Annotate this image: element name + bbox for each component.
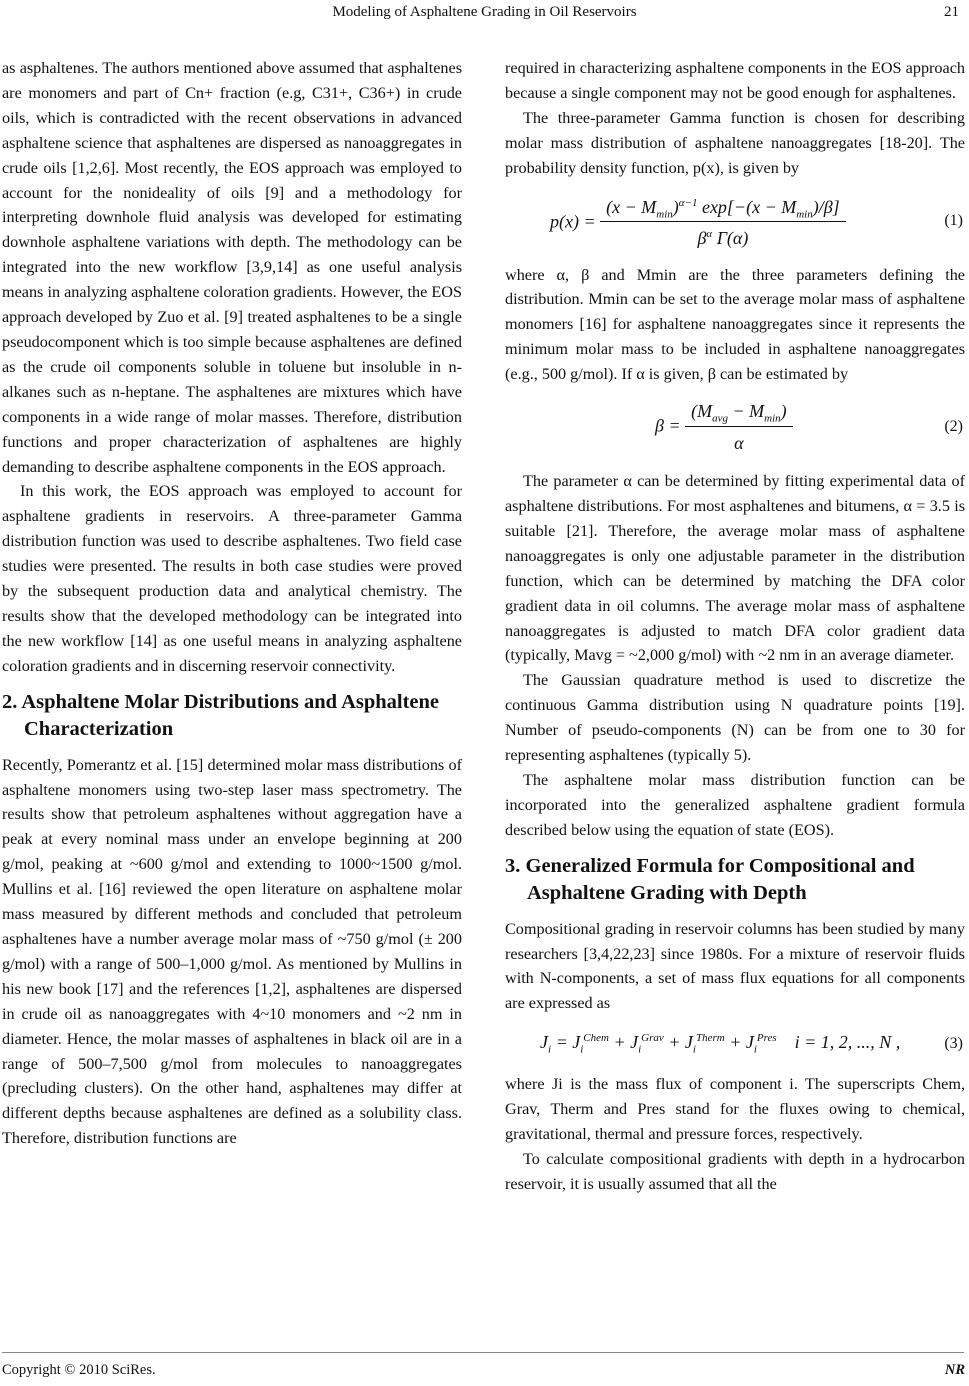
paragraph: To calculate compositional gradients with depth in a hydrocarbon reservoir, it is usually assumed that all the	[505, 1150, 965, 1193]
equation-2	[505, 393, 965, 463]
paragraph: The Gaussian quadrature method is used to discretize the continuous Gamma distribution using N quadrature points [19]. Number of pseudo-components (N) can be from one to 30 for representing asphaltenes (typically 5).	[505, 671, 965, 765]
equation-3	[505, 1022, 965, 1066]
paragraph: required in characterizing asphaltene components in the EOS approach because a single component may not be good enough for asphaltenes.	[505, 59, 965, 102]
paragraph: Compositional grading in reservoir columns has been studied by many researchers [3,4,22,23] since 1980s. For a mixture of reservoir fluids with N-components, a set of mass flux equations for all components are expressed as	[505, 919, 965, 1013]
gamma-pdf-formula: p(x) = $\frac{(x - M_{min})^{\alpha-1} \exp[-(x - M_{min})/\beta]}{\beta^\alpha \Gamma(\alpha)}$	[550, 195, 846, 252]
footer-rule	[2, 1352, 964, 1353]
right-column	[505, 56, 965, 1197]
paragraph: where Ji is the mass flux of component i. The superscripts Chem, Grav, Therm and Pres stand for the fluxes owing to chemical, gravitational, thermal and pressure forces, respectively.	[505, 1075, 965, 1144]
section-heading: 2. Asphaltene Molar Distributions and Asphaltene Characterization	[2, 690, 440, 740]
page-header	[0, 4, 969, 28]
paragraph: where α, β and Mmin are the three parameters defining the distribution. Mmin can be set to the average molar mass of asphaltene monomers [16] for asphaltene nanoaggregates since it represents the minimum molar mass to be included in asphaltene nanoaggregates (e.g., 500 g/mol). If α is given, β can be estimated by	[505, 265, 965, 384]
equation-number: (1)	[944, 211, 963, 229]
left-column	[2, 56, 462, 1151]
paragraph: The parameter α can be determined by fitting experimental data of asphaltene distributions. For most asphaltenes and bitumens, α = 3.5 is suitable [21]. Therefore, the average molar mass of asphaltene nanoaggregates is only one adjustable parameter in the distribution function, which can be determined by matching the DFA color gradient data in oil columns. The average molar mass of asphaltene nanoaggregates is adjusted to match DFA color gradient data (typically, Mavg = ~2,000 g/mol) with ~2 nm in an average diameter.	[505, 472, 965, 665]
page-number: 21	[944, 4, 959, 20]
equation-number: (2)	[944, 418, 963, 436]
paragraph: In this work, the EOS approach was employed to account for asphaltene gradients in reservoirs. A three-parameter Gamma distribution function was used to describe asphaltenes. Two field case studies were presented. The results in both case studies were proved by the subsequent production data and analytical chemistry. The results show that the developed methodology can be integrated into the new workflow [14] as one useful means in analyzing asphaltene coloration gradients and in discerning reservoir connectivity.	[2, 482, 462, 675]
paragraph: The asphaltene molar mass distribution function can be incorporated into the generalized asphaltene gradient formula described below using the equation of state (EOS).	[505, 770, 965, 839]
paragraph: Recently, Pomerantz et al. [15] determined molar mass distributions of asphaltene monomers using two-step laser mass spectrometry. The results show that petroleum asphaltenes without aggregation have a peak at every nominal mass under an envelope beginning at 200 g/mol, peaking at ~600 g/mol and extending to 1000~1500 g/mol. Mullins et al. [16] reviewed the open literature on asphaltene molar mass measured by different methods and concluded that petroleum asphaltenes have a number average molar mass of ~750 g/mol (± 200 g/mol) with a range of 500–1,000 g/mol. As mentioned by Mullins in his new book [17] and the references [1,2], asphaltenes are dispersed in crude oil as nanoaggregates with 4~10 monomers and ~2 nm in diameter. Hence, the molar masses of asphaltenes in black oil are in a range of 500–7,500 g/mol from molecules to nanoaggregates (precluding clusters). On the other hand, asphaltenes may differ at different depths because asphaltenes are defined as a solubility class. Therefore, distribution functions are	[2, 755, 462, 1148]
running-title: Modeling of Asphaltene Grading in Oil Reservoirs	[332, 4, 637, 20]
journal-abbrev: NR	[944, 1362, 965, 1378]
beta-formula: β = $\frac{(M_{avg} - M_{min})}{\alpha}$	[655, 399, 793, 456]
copyright: Copyright © 2010 SciRes.	[2, 1362, 156, 1378]
mass-flux-formula: $J_i = J_i^{Chem} + J_i^{Grav} + J_i^{Therm} + J_i^{Pres}$ i = 1, 2, ..., N ,	[540, 1032, 901, 1056]
paragraph: The three-parameter Gamma function is chosen for describing molar mass distribution of asphaltene nanoaggregates [18-20]. The probability density function, p(x), is given by	[505, 108, 965, 177]
equation-1	[505, 187, 965, 257]
equation-number: (3)	[944, 1035, 963, 1053]
paragraph: as asphaltenes. The authors mentioned above assumed that asphaltenes are monomers and part of Cn+ fraction (e.g, C31+, C36+) in crude oils, which is contradicted with the recent observations in advanced asphaltene science that asphaltenes are dispersed as nanoaggregates in crude oils [1,2,6]. Most recently, the EOS approach was employed to account for the nonideality of oils [9] and a methodology for interpreting downhole fluid analysis was developed for estimating downhole asphaltene variations with depth. The methodology can be integrated into the new workflow [3,9,14] as one useful analysis means in analyzing asphaltene coloration gradients. However, the EOS approach developed by Zuo et al. [9] treated asphaltenes to be a single pseudocomponent which is too simple because asphaltenes are defined as the crude oil components soluble in toluene but insoluble in n-alkanes such as n-heptane. The asphaltenes are mixtures which have components in a wide range of molar masses. Therefore, distribution functions and proper characterization of asphaltenes are highly demanding to describe asphaltene components in the EOS approach.	[2, 59, 462, 476]
section-heading: 3. Generalized Formula for Compositional and Asphaltene Grading with Depth	[505, 854, 915, 904]
